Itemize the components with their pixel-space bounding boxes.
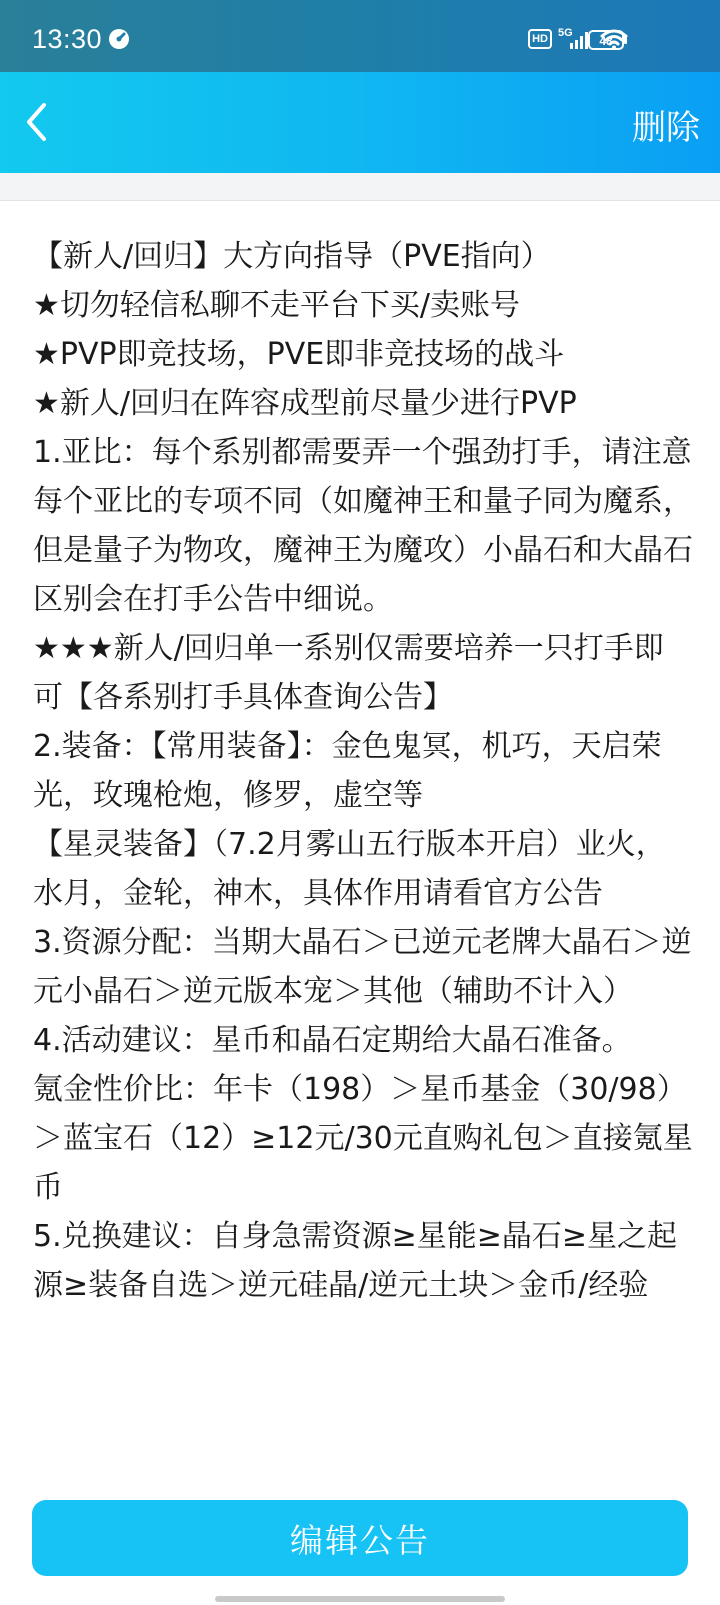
speedometer-icon xyxy=(108,28,130,50)
back-chevron-icon xyxy=(24,102,48,142)
hd-icon: HD xyxy=(528,29,552,49)
edit-announcement-button[interactable]: 编辑公告 xyxy=(32,1500,688,1576)
back-button[interactable] xyxy=(14,92,58,152)
app-bar xyxy=(0,72,720,173)
network-type: 5G xyxy=(558,27,573,39)
battery-level: 48 xyxy=(599,34,613,48)
home-indicator xyxy=(215,1596,505,1602)
announcement-text: 【新人/回归】大方向指导（PVE指向） ★切勿轻信私聊不走平台下买/卖账号 ★PVP即竞技场，PVE即非竞技场的战斗 ★新人/回归在阵容成型前尽量少进行PVP 1.亚比：每个系别都需要弄一个强劲打手，请注意每个亚比的专项不同（如魔神王和量子同为魔系，但是量子为物攻，魔神王为魔攻）小晶石和大晶石区别会在打手公告中细说。 ★★★新人/回归单一系别仅需要培养一只打手即可【各系别打手具体查询公告】 2.装备：【常用装备】：金色鬼冥，机巧，天启荣光，玫瑰枪炮，修罗，虚空等 【星灵装备】（7.2月雾山五行版本开启）业火，水月，金轮，神木，具体作用请看官方公告 3.资源分配：当期大晶石＞已逆元老牌大晶石＞逆元小晶石＞逆元版本宠＞其他（辅助不计入） 4.活动建议：星币和晶石定期给大晶石准备。 氪金性价比：年卡（198）＞星币基金（30/98）＞蓝宝石（12）≥12元/30元直购礼包＞直接氪星币 5.兑换建议：自身急需资源≥星能≥晶石≥星之起源≥装备自选＞逆元硅晶/逆元土块＞金币/经验 xyxy=(33,239,693,1303)
status-bar xyxy=(0,0,720,72)
delete-button[interactable]: 删除 xyxy=(632,108,700,148)
header-divider xyxy=(0,173,720,201)
battery-icon xyxy=(588,30,628,50)
status-time: 13:30 xyxy=(32,24,103,54)
